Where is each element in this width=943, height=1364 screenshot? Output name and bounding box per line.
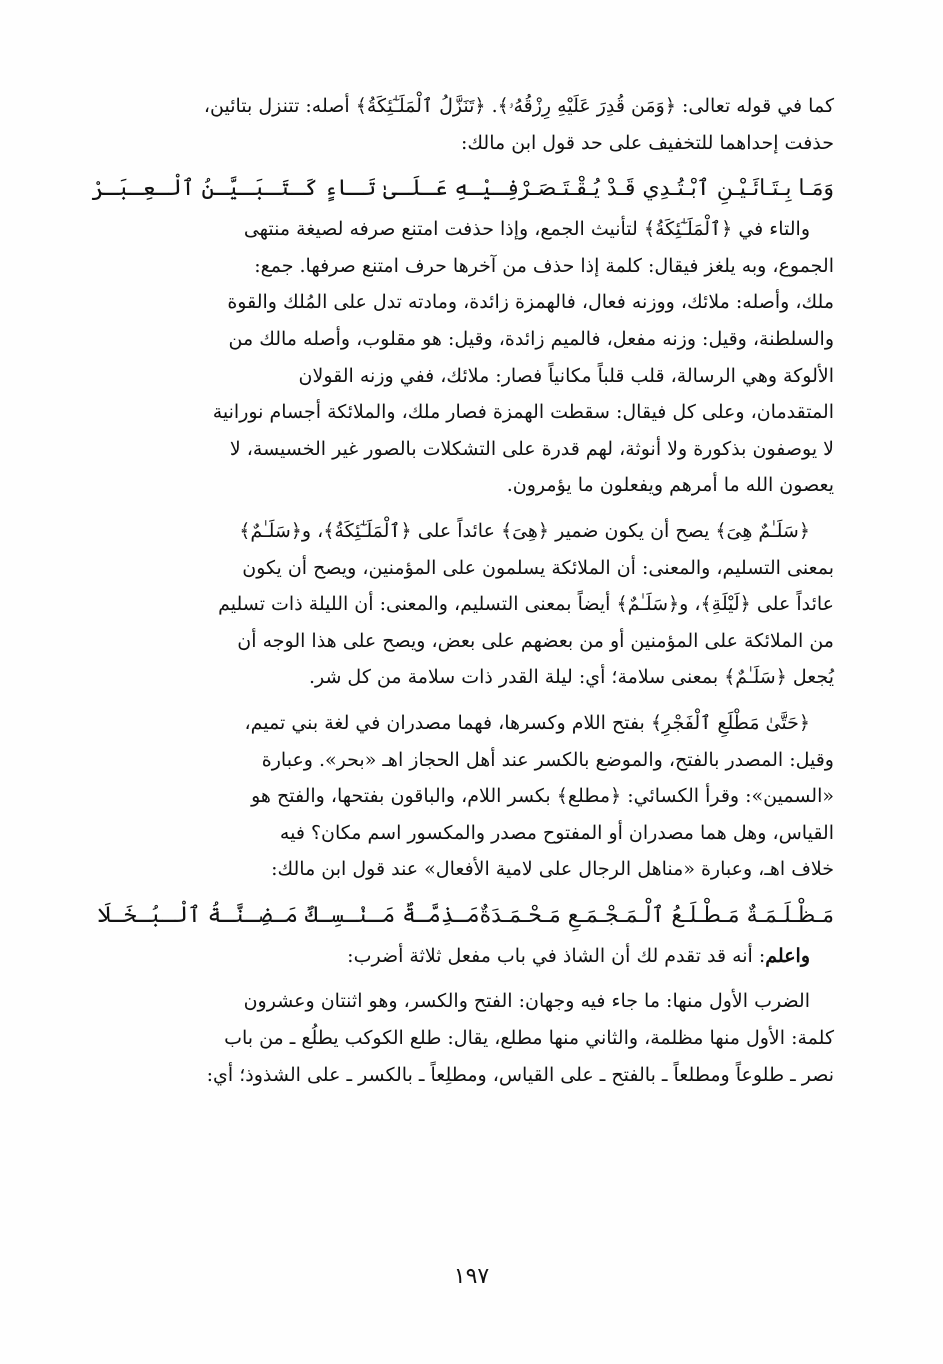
text-line: وقيل: المصدر بالفتح، والموضع بالكسر عند أهل الحجاز اهـ «بحر». وعبارة [261, 748, 834, 771]
poetry-verse-2 [97, 894, 834, 938]
text-line: يُجعل ﴿سَلَـٰمٌ﴾ بمعنى سلامة؛ أي: ليلة القدر ذات سلامة من كل شر. [308, 666, 834, 689]
text-line: كما في قوله تعالى: ﴿وَمَن قُدِرَ عَلَيْهِ رِزْقُهُۥ﴾. ﴿تَنَزَّلُ ٱلْمَلَـٰٓئِكَةُ﴾ أصله: تتنزل بتائين، [203, 95, 834, 117]
verse-first-hemistich: مَـظْـلَـمَـةٌ مَـطْـلَـعُ ٱلْـمَـجْـمَـعِ مَـحْـمَـدَةٌ [479, 902, 834, 928]
page-number: ١٩٧ [453, 1264, 490, 1289]
text-line: «السمين»: وقرأ الكسائي: ﴿مطلع﴾ بكسر اللام، والباقون بفتحها، والفتح هو [251, 785, 834, 808]
text-line: كلمة: الأول منها مظلمة، والثاني منها مطلع، يقال: طلع الكوكب يطلُع ـ من باب [224, 1027, 834, 1050]
paragraph-1 [112, 88, 834, 161]
text-line: يعصون الله ما أمرهم ويفعلون ما يؤمرون. [506, 474, 834, 497]
text-line: من الملائكة على المؤمنين أو من بعضهم على بعض، ويصح على هذا الوجه أن [237, 629, 834, 652]
text-line: الألوكة وهي الرسالة، قلب قلباً مكانياً فصار: ملائك، ففي وزنه القولان [298, 364, 834, 387]
text-line: ﴿حَتَّىٰ مَطْلَعِ ٱلْفَجْرِ﴾ بفتح اللام وكسرها، فهما مصدران في لغة بني تميم، [244, 711, 810, 734]
main-text [91, 88, 834, 1093]
text-run: : أنه قد تقدم لك أن الشاذ في باب مفعل ثلاثة أضرب: [347, 944, 766, 967]
verse-first-hemistich: وَمَـا بِـتَـائَـيْـنِ ٱبْـتُـدِي قَـدْ يُـقْـتَـصَـرْ [519, 176, 834, 202]
text-line: ﴿سَلَـٰمٌ هِىَ﴾ يصح أن يكون ضمير ﴿هِىَ﴾ عائداً على ﴿ٱلْمَلَـٰٓئِكَةُ﴾، و﴿سَلَـٰمٌ﴾ [239, 519, 810, 542]
text-line: عائداً على ﴿لَيْلَةِ﴾، و﴿سَلَـٰمٌ﴾ أيضاً بمعنى التسليم، والمعنى: أن الليلة ذات تسليم [218, 593, 834, 616]
text-line: ملك، وأصله: ملائك، ووزنه فعال، فالهمزة زائدة، ومادته تدل على المُلك والقوة [227, 291, 834, 314]
paragraph-5 [112, 938, 834, 975]
paragraph-6 [112, 983, 834, 1093]
verse-second-hemistich: مَـذِمَّـةٌ مَـنْـسِـكٌ مَـضِـنَّـةُ ٱلْـبُـخَـلَا [97, 902, 480, 928]
text-line: حذفت إحداهما للتخفيف على حد قول ابن مالك: [461, 131, 834, 154]
text-line: المتقدمان، وعلى كل فيقال: سقطت الهمزة فصار ملك، والملائكة أجسام نورانية [212, 401, 834, 424]
text-line [112, 938, 834, 975]
text-line: القياس، وهل هما مصدران أو المفتوح مصدر والمكسور اسم مكان؟ فيه [279, 821, 834, 844]
text-line: لا يوصفون بذكورة ولا أنوثة، لهم قدرة على التشكلات بالصور غير الخسيسة، لا [229, 437, 834, 460]
paragraph-4 [112, 705, 834, 888]
text-line: بمعنى التسليم، والمعنى: أن الملائكة يسلمون على المؤمنين، ويصح أن يكون [242, 556, 834, 579]
paragraph-2 [112, 211, 834, 504]
bold-lead-word: واعلم [765, 944, 810, 967]
text-line: خلاف اهـ، وعبارة «مناهل الرجال على لامية الأفعال» عند قول ابن مالك: [271, 858, 834, 881]
text-line: نصر ـ طلوعاً ومطلعاً ـ بالفتح ـ على القياس، ومطلِعاً ـ بالكسر ـ على الشذوذ؛ أي: [206, 1063, 834, 1086]
text-line: والتاء في ﴿ٱلْمَلَـٰٓئِكَةُ﴾ لتأنيث الجمع، وإذا حذفت امتنع صرفه لصيغة منتهى [243, 218, 810, 241]
paragraph-3 [112, 513, 834, 696]
poetry-verse-1 [91, 167, 834, 211]
text-line: والسلطنة، وقيل: وزنه مفعل، فالميم زائدة، وقيل: هو مقلوب، وأصله مالك من [228, 327, 834, 350]
verse-second-hemistich: فِـيْـهِ عَـلَـىٰ تَـاءٍ كَـتَـبَـيَّـنُ ٱلْـعِـبَـرْ [91, 176, 519, 202]
text-line: الجموع، وبه يلغز فيقال: كلمة إذا حذف من آخرها حرف امتنع صرفها. جمع: [254, 254, 834, 277]
text-line: الضرب الأول منها: ما جاء فيه وجهان: الفتح والكسر، وهو اثنتان وعشرون [243, 990, 810, 1013]
